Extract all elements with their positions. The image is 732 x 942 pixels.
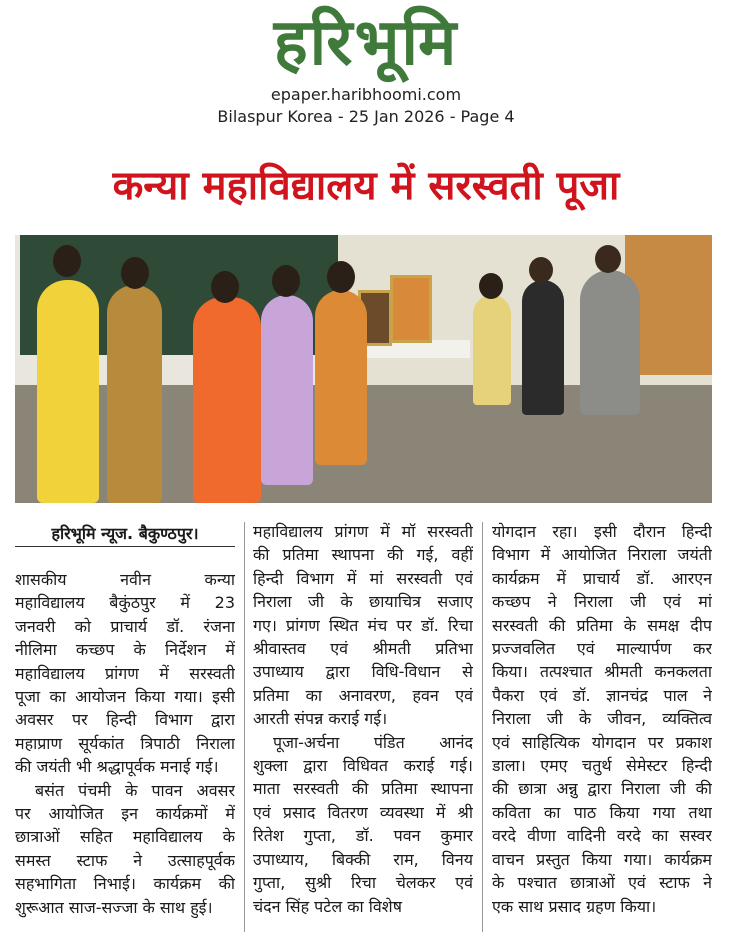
article-text-line: उपाध्याय, बिक्की राम, विनय xyxy=(253,849,473,869)
photo-person xyxy=(522,280,564,415)
photo-person xyxy=(580,270,640,415)
epaper-url[interactable]: epaper.haribhoomi.com xyxy=(270,85,462,104)
photo-person xyxy=(315,290,367,465)
article-text-line: चंदन सिंह पटेल का विशेष xyxy=(253,896,402,916)
article-headline: कन्या महाविद्यालय में सरस्वती पूजा xyxy=(112,163,620,209)
article-text-line: वाचन प्रस्तुत किया गया। कार्यक्रम xyxy=(492,849,712,869)
article-column-2 xyxy=(253,520,473,918)
article-text-line: आरती संपन्न कराई गई। xyxy=(253,709,388,729)
article-text-line: बसंत पंचमी के पावन अवसर xyxy=(35,780,235,800)
article-text-line: शुरूआत साज-सज्जा के साथ हुई। xyxy=(15,897,213,917)
article-text-line: गुप्ता, सुश्री रिचा चेलकर एवं xyxy=(253,873,473,893)
article-text-line: कविता का पाठ किया गया तथा xyxy=(492,802,712,822)
article-text-line: छात्राओं सहित महाविद्यालय के xyxy=(15,827,235,847)
article-text-line: समस्त स्टाफ ने उत्साहपूर्वक xyxy=(15,850,235,870)
photo-person xyxy=(193,297,261,503)
article-text-line: एक साथ प्रसाद ग्रहण किया। xyxy=(492,896,657,916)
photo-person xyxy=(261,295,313,485)
article-text-line: सहभागिता निभाई। कार्यक्रम की xyxy=(15,874,235,894)
article-column-1 xyxy=(15,568,235,919)
masthead xyxy=(0,2,732,128)
article-text-line: जनवरी को प्राचार्य डॉ. रंजना xyxy=(15,616,235,636)
article-text-line: पैकरा एवं डॉ. ज्ञानचंद्र पाल ने xyxy=(492,685,712,705)
article-text-line: प्रतिमा का अनावरण, हवन एवं xyxy=(253,685,473,705)
article-text-line: कच्छप ने निराला जी एवं मां xyxy=(492,592,712,612)
photo-person xyxy=(37,280,99,503)
article-text-line: गए। प्रांगण स्थित मंच पर डॉ. रिचा xyxy=(253,615,473,635)
article-text-line: योगदान रहा। इसी दौरान हिन्दी xyxy=(492,522,712,541)
photo-saraswati-image xyxy=(390,275,432,343)
article-text-line: एवं प्रसाद वितरण व्यवस्था में श्री xyxy=(253,802,473,822)
news-byline: हरिभूमि न्यूज. बैकुण्ठपुर। xyxy=(15,522,235,547)
article-column-3 xyxy=(492,520,712,918)
article-text-line: शासकीय नवीन कन्या xyxy=(15,570,235,589)
column-divider xyxy=(482,522,483,932)
article-text-line: हिन्दी विभाग में मां सरस्वती एवं xyxy=(253,568,473,588)
article-text-line: पूजा-अर्चना पंडित आनंद xyxy=(273,732,473,752)
article-text-line: पूजा का आयोजन किया गया। इसी xyxy=(15,687,235,707)
article-text-line: महाविद्यालय बैकुंठपुर में 23 xyxy=(15,593,235,613)
article-text-line: प्रज्जवलित एवं माल्यार्पण कर xyxy=(492,639,712,659)
article-text-line: माता सरस्वती की प्रतिमा स्थापना xyxy=(253,779,473,799)
article-text-line: की छात्रा अन्नु द्वारा निराला जी की xyxy=(492,779,712,799)
article-text-line: निराला जी के जीवन, व्यक्तित्व xyxy=(492,709,712,729)
article-text-line: रितेश गुप्ता, डॉ. पवन कुमार xyxy=(253,826,473,846)
article-text-line: श्रीवास्तव एवं श्रीमती प्रतिभा xyxy=(253,639,473,659)
article-text-line: महाविद्यालय प्रांगण में मॉ सरस्वती xyxy=(253,522,473,541)
photo-person xyxy=(473,295,511,405)
article-text-line: महाविद्यालय प्रांगण में सरस्वती xyxy=(15,663,235,683)
article-photo xyxy=(15,235,712,503)
article-text-line: वरदे वीणा वादिनी वरदे का सस्वर xyxy=(492,826,712,846)
article-text-line: नीलिमा कच्छप के निर्देशन में xyxy=(15,640,235,660)
article-text-line: सरस्वती की प्रतिमा के समक्ष दीप xyxy=(492,615,712,635)
edition-info: Bilaspur Korea - 25 Jan 2026 - Page 4 xyxy=(217,107,515,126)
article-text-line: डाला। एमए चतुर्थ सेमेस्टर हिन्दी xyxy=(492,756,712,776)
article-text-line: अवसर पर हिन्दी विभाग द्वारा xyxy=(15,710,235,730)
haribhoomi-logo: हरिभूमि xyxy=(273,6,459,80)
article-text-line: महाप्राण सूर्यकांत त्रिपाठी निराला xyxy=(15,733,235,753)
article-text-line: निराला जी के छायाचित्र सजाए xyxy=(253,592,473,612)
article-text-line: विभाग में आयोजित निराला जयंती xyxy=(492,545,712,565)
photo-person xyxy=(107,285,162,503)
article-text-line: कार्यक्रम में प्राचार्य डॉ. आरएन xyxy=(492,568,712,588)
column-divider xyxy=(244,522,245,932)
article-text-line: एवं साहित्यिक योगदान पर प्रकाश xyxy=(492,732,712,752)
article-text-line: उपाध्याय द्वारा विधि-विधान से xyxy=(253,662,473,682)
article-text-line: शुक्ला द्वारा विधिवत कराई गई। xyxy=(253,756,473,776)
article-text-line: की प्रतिमा स्थापना की गई, वहीं xyxy=(253,545,473,565)
article-text-line: के पश्चात छात्राओं एवं स्टाफ ने xyxy=(492,873,712,893)
article-text-line: की जयंती भी श्रद्धापूर्वक मनाई गई। xyxy=(15,757,219,777)
article-text-line: किया। तत्पश्चात श्रीमती कनकलता xyxy=(492,662,712,682)
article-text-line: पर आयोजित इन कार्यक्रमों में xyxy=(15,804,235,824)
